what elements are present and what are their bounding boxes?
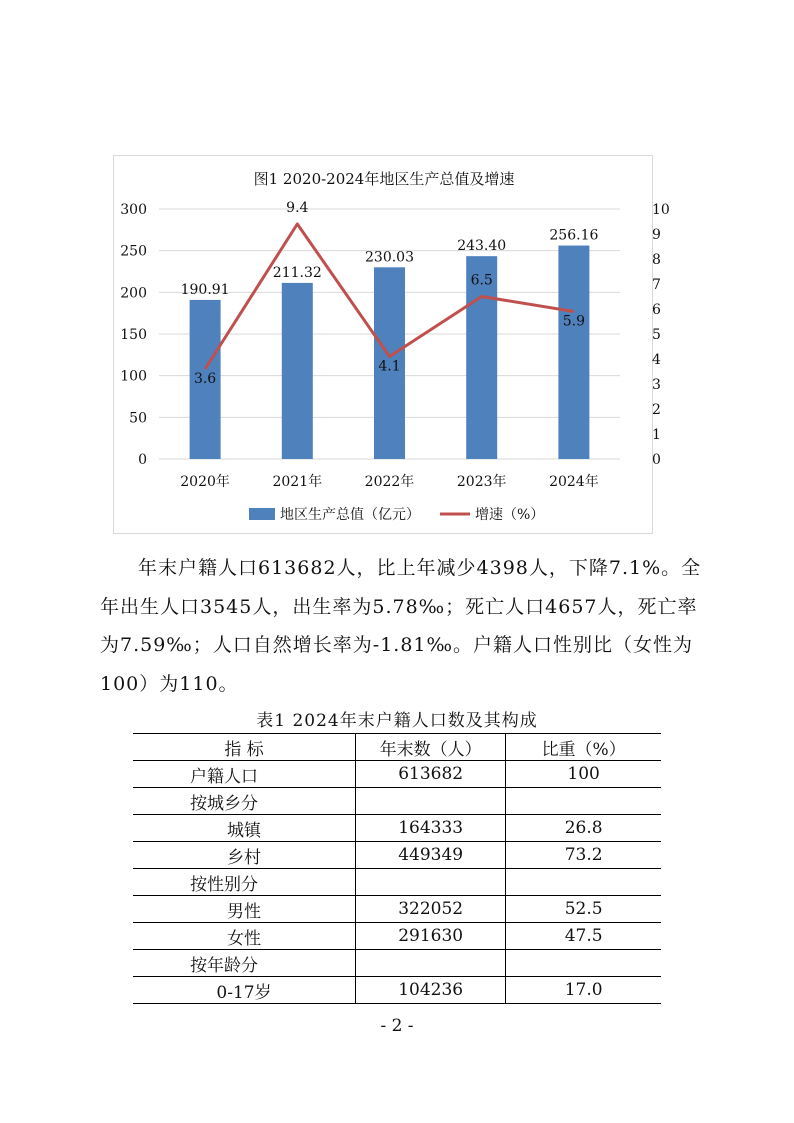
table-row — [133, 923, 661, 950]
y-right-tick-label: 1 — [652, 427, 661, 443]
row-label: 户籍人口 — [133, 761, 356, 788]
bar-value-label: 230.03 — [365, 249, 414, 266]
row-share: 26.8 — [506, 815, 661, 842]
table-row — [133, 977, 661, 1004]
legend-line-label: 增速（%） — [475, 507, 545, 523]
row-share: 100 — [506, 761, 661, 788]
row-label: 按年龄分 — [133, 950, 356, 977]
table-title: 表1 2024年末户籍人口数及其构成 — [256, 711, 538, 731]
row-label: 按性别分 — [133, 869, 356, 896]
header-indicator: 指 标 — [133, 734, 356, 761]
table-row — [133, 815, 661, 842]
y-left-tick-label: 300 — [120, 202, 147, 218]
y-right-tick-label: 5 — [652, 327, 661, 343]
y-right-tick-label: 9 — [652, 227, 661, 243]
legend-bar-label: 地区生产总值（亿元） — [280, 507, 420, 523]
row-count: 613682 — [356, 761, 506, 788]
row-label: 女性 — [133, 923, 356, 950]
y-left-tick-label: 250 — [120, 243, 147, 260]
y-right-tick-label: 6 — [652, 302, 661, 318]
y-right-tick-label: 2 — [652, 402, 661, 418]
gdp-chart — [113, 155, 670, 534]
page-number: - 2 - — [380, 1016, 414, 1036]
y-left-tick-label: 0 — [138, 452, 147, 468]
line-value-label: 4.1 — [378, 358, 401, 375]
y-right-tick-label: 10 — [652, 202, 670, 218]
bar-value-label: 256.16 — [549, 227, 599, 244]
row-count: 322052 — [356, 896, 506, 923]
paragraph-line-4: 100）为110。 — [100, 673, 239, 695]
x-tick-label: 2023年 — [456, 474, 507, 490]
row-count — [356, 869, 506, 896]
x-tick-label: 2020年 — [180, 474, 230, 490]
row-label: 0-17岁 — [133, 977, 356, 1004]
table-row — [133, 869, 661, 896]
row-share: 73.2 — [506, 842, 661, 869]
row-label: 乡村 — [133, 842, 356, 869]
row-share: 47.5 — [506, 923, 661, 950]
row-count: 449349 — [356, 842, 506, 869]
row-share — [506, 869, 661, 896]
legend-bar-swatch — [249, 508, 275, 520]
line-value-label: 9.4 — [286, 200, 309, 216]
line-value-label: 6.5 — [470, 272, 493, 289]
row-count: 291630 — [356, 923, 506, 950]
bar-value-label: 190.91 — [180, 281, 230, 298]
y-right-tick-label: 3 — [652, 377, 661, 393]
row-count — [356, 950, 506, 977]
y-left-tick-label: 150 — [120, 327, 147, 343]
row-count: 104236 — [356, 977, 506, 1004]
y-left-tick-label: 200 — [120, 285, 147, 302]
population-table — [133, 733, 661, 1004]
y-right-tick-label: 8 — [652, 252, 661, 268]
row-count: 164333 — [356, 815, 506, 842]
y-right-tick-label: 0 — [652, 452, 661, 468]
row-share — [506, 788, 661, 815]
x-tick-label: 2024年 — [549, 474, 599, 490]
x-tick-label: 2022年 — [364, 474, 415, 490]
chart-title: 图1 2020-2024年地区生产总值及增速 — [253, 170, 515, 188]
y-right-tick-label: 4 — [652, 352, 661, 368]
table-row — [133, 950, 661, 977]
table-row — [133, 896, 661, 923]
table-row — [133, 761, 661, 788]
line-value-label: 5.9 — [562, 313, 586, 330]
row-share: 17.0 — [506, 977, 661, 1004]
y-right-tick-label: 7 — [652, 277, 661, 293]
header-count: 年末数（人） — [356, 734, 506, 761]
gdp-chart-svg — [114, 156, 670, 535]
paragraph-line-1: 年末户籍人口613682人，比上年减少4398人，下降7.1%。全 — [138, 557, 702, 579]
y-left-tick-label: 50 — [129, 410, 147, 427]
row-share — [506, 950, 661, 977]
row-label: 城镇 — [133, 815, 356, 842]
table-header-row — [133, 734, 661, 761]
header-share: 比重（%） — [506, 734, 661, 761]
y-left-tick-label: 100 — [120, 368, 147, 385]
row-label: 按城乡分 — [133, 788, 356, 815]
bar — [282, 283, 313, 459]
table-body — [133, 761, 661, 1004]
row-count — [356, 788, 506, 815]
row-share: 52.5 — [506, 896, 661, 923]
paragraph-line-2: 年出生人口3545人，出生率为5.78‰；死亡人口4657人，死亡率 — [100, 596, 698, 618]
paragraph-line-3: 为7.59‰；人口自然增长率为-1.81‰。户籍人口性别比（女性为 — [100, 634, 694, 656]
bar-value-label: 211.32 — [272, 264, 322, 281]
table-row — [133, 842, 661, 869]
row-label: 男性 — [133, 896, 356, 923]
table-row — [133, 788, 661, 815]
bar-value-label: 243.40 — [457, 238, 507, 255]
bar — [558, 246, 589, 459]
x-tick-label: 2021年 — [272, 474, 323, 490]
line-value-label: 3.6 — [193, 371, 217, 387]
